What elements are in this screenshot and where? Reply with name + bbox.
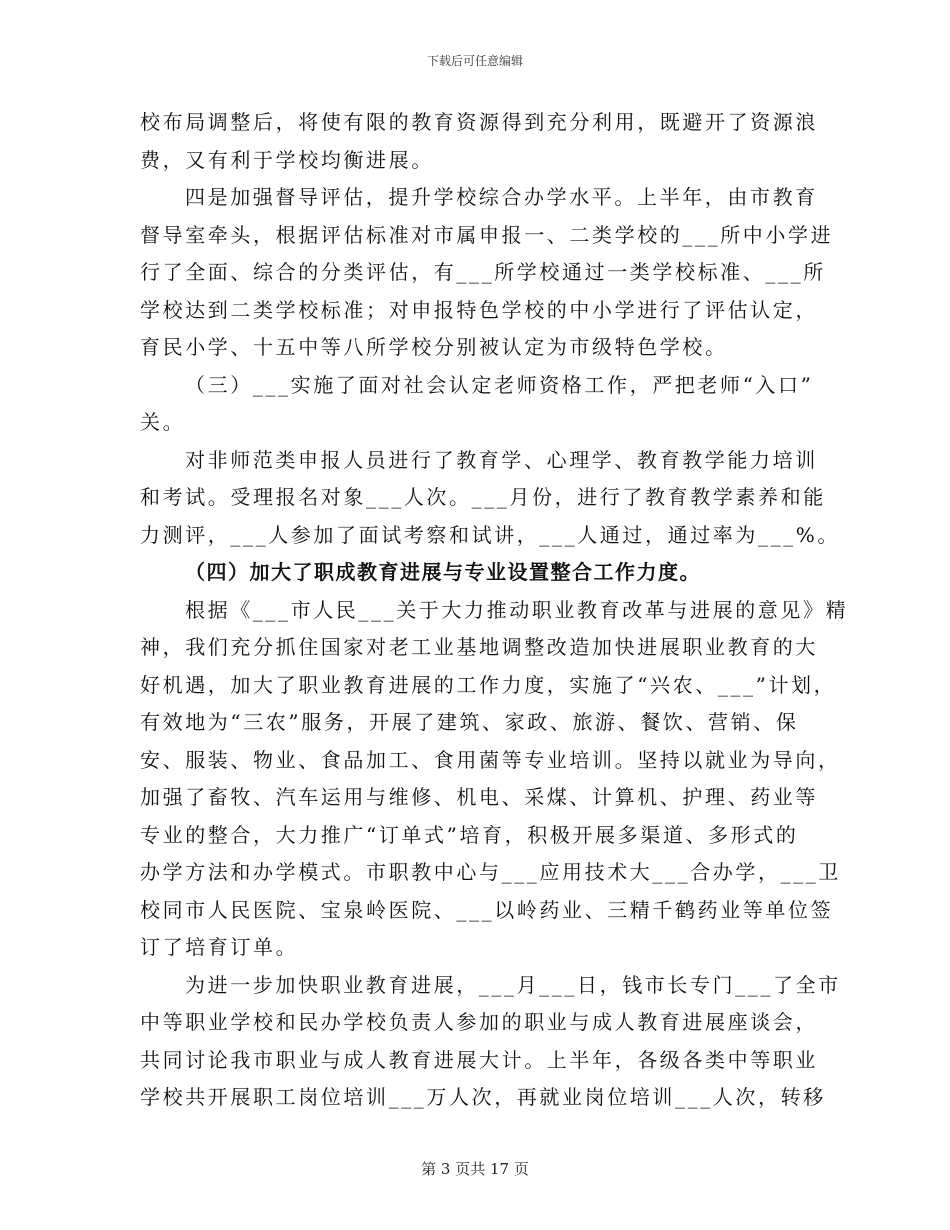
text-line: 安、服装、物业、食品加工、食用菌等专业培训。坚持以就业为导向， — [140, 747, 841, 772]
text-line: 督导室牵头，根据评估标准对市属申报一、二类学校的___所中小学进 — [140, 222, 834, 247]
text-line: 行了全面、综合的分类评估，有___所学校通过一类学校标准、___所 — [140, 260, 826, 284]
text-line: 有效地为“三农”服务，开展了建筑、家政、旅游、餐饮、营销、保 — [140, 710, 799, 734]
text-line: 关。 — [140, 410, 186, 434]
text-line: 学校共开展职工岗位培训___万人次，再就业岗位培训___人次，转移 — [140, 1085, 826, 1109]
text-line: 和考试。受理报名对象___人次。___月份，进行了教育教学素养和能 — [140, 485, 826, 509]
text-line: 办学方法和办学模式。市职教中心与___应用技术大___合办学，___卫 — [140, 860, 841, 884]
text-line: 力测评，___人参加了面试考察和试讲，___人通过，通过率为___%。 — [140, 522, 841, 547]
paragraph-start: 四是加强督导评估，提升学校综合办学水平。上半年，由市教育 — [185, 185, 818, 209]
text-line: 学校达到二类学校标准；对申报特色学校的中小学进行了评估认定， — [140, 297, 818, 322]
text-line: 订了培育订单。 — [140, 935, 299, 959]
text-line: 育民小学、十五中等八所学校分别被认定为市级特色学校。 — [140, 335, 728, 359]
text-line: 校布局调整后，将使有限的教育资源得到充分利用，既避开了资源浪 — [140, 110, 818, 134]
text-line: 神，我们充分抓住国家对老工业基地调整改造加快进展职业教育的大 — [140, 635, 818, 659]
text-line: 好机遇，加大了职业教育进展的工作力度，实施了“兴农、___”计划， — [140, 672, 837, 697]
paragraph-start: 对非师范类申报人员进行了教育学、心理学、教育教学能力培训 — [185, 447, 818, 472]
text-line: 加强了畜牧、汽车运用与维修、机电、采煤、计算机、护理、药业等 — [140, 785, 818, 809]
section-heading-3: （三）___实施了面对社会认定老师资格工作，严把老师“入口” — [185, 372, 814, 397]
document-body — [140, 104, 849, 1117]
paragraph-start: 根据《___市人民___关于大力推动职业教育改革与进展的意见》精 — [185, 597, 849, 622]
page-footer: 第 3 页共 17 页 — [421, 1160, 529, 1178]
text-line: 费，又有利于学校均衡进展。 — [140, 147, 434, 172]
text-line: 校同市人民医院、宝泉岭医院、___以岭药业、三精千鹤药业等单位签 — [140, 897, 834, 922]
paragraph-start: 为进一步加快职业教育进展，___月___日，钱市长专门___了全市 — [185, 972, 841, 997]
page-header: 下载后可任意编辑 — [426, 54, 523, 68]
text-line: 专业的整合，大力推广“订单式”培育，积极开展多渠道、多形式的 — [140, 822, 799, 847]
section-heading-4: （四）加大了职成教育进展与专业设置整合工作力度。 — [185, 560, 701, 584]
text-line: 共同讨论我市职业与成人教育进展大计。上半年，各级各类中等职业 — [140, 1047, 818, 1072]
text-line: 中等职业学校和民办学校负责人参加的职业与成人教育进展座谈会， — [140, 1010, 818, 1034]
